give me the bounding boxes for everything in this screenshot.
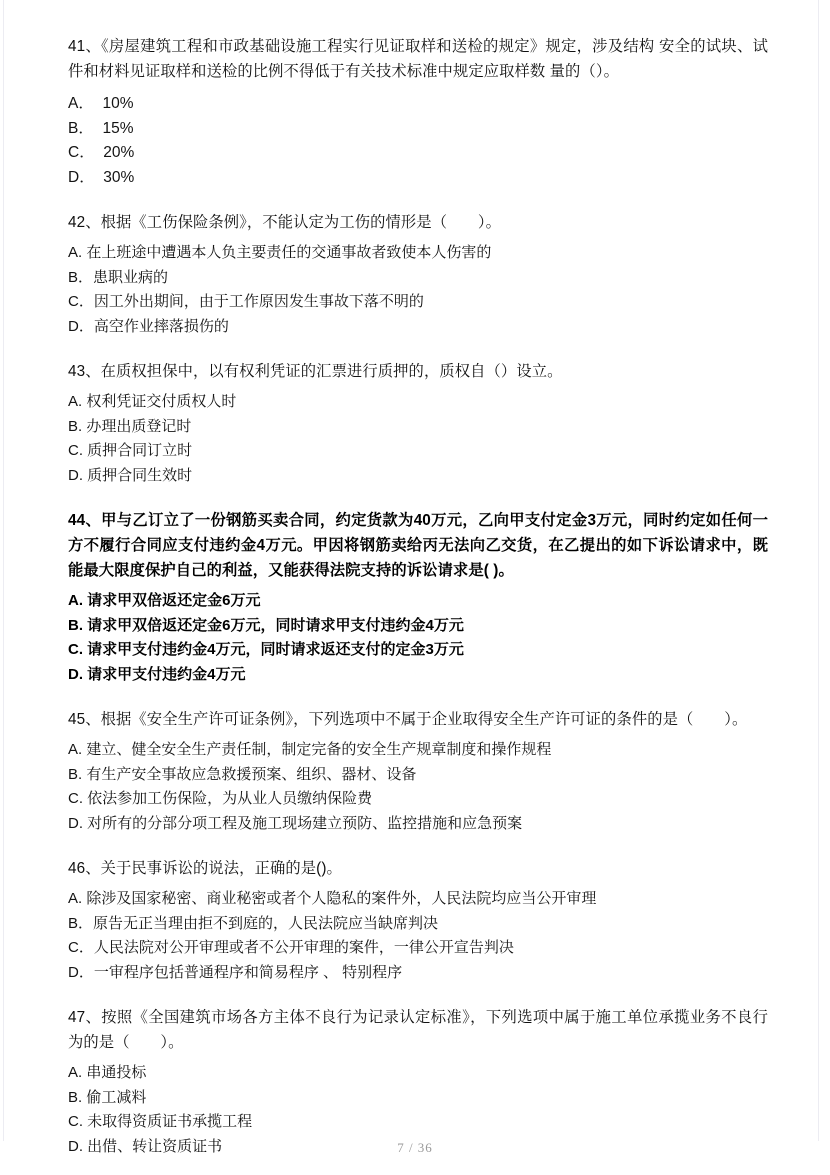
option-list-46 bbox=[68, 887, 768, 985]
question-block-47 bbox=[68, 1005, 768, 1159]
question-stem-41: 41、《房屋建筑工程和市政基础设施工程实行见证取样和送检的规定》规定，涉及结构 安全的试块、试件和材料见证取样和送检的比例不得低于有关技术标准中规定应取样数 量的（）。 bbox=[68, 38, 768, 80]
question-block-45 bbox=[68, 707, 768, 836]
option-item[interactable]: A. 在上班途中遭遇本人负主要责任的交通事故者致使本人伤害的 bbox=[68, 244, 492, 261]
option-item[interactable]: D．一审程序包括普通程序和简易程序 、 特别程序 bbox=[68, 963, 403, 981]
question-block-46 bbox=[68, 856, 768, 985]
question-stem-47: 47、按照《全国建筑市场各方主体不良行为记录认定标准》，下列选项中属于施工单位承揽业务不良行为的是（ ）。 bbox=[68, 1009, 768, 1051]
option-item[interactable]: C. 依法参加工伤保险，为从业人员缴纳保险费 bbox=[68, 790, 373, 807]
option-item[interactable]: D. 质押合同生效时 bbox=[68, 466, 193, 484]
option-item[interactable]: B. 偷工减料 bbox=[68, 1088, 147, 1106]
option-item[interactable]: C. 质押合同订立时 bbox=[68, 442, 193, 459]
option-list-41 bbox=[68, 92, 768, 190]
option-item[interactable]: A． 10% bbox=[68, 95, 134, 112]
option-item[interactable]: D. 请求甲支付违约金4万元 bbox=[68, 665, 246, 683]
question-block-44 bbox=[68, 508, 768, 687]
option-item[interactable]: A. 权利凭证交付质权人时 bbox=[68, 393, 237, 410]
question-stem-46: 46、关于民事诉讼的说法，正确的是()。 bbox=[68, 860, 342, 877]
option-item[interactable]: C．人民法院对公开审理或者不公开审理的案件，一律公开宣告判决 bbox=[68, 939, 514, 956]
option-item[interactable]: B． 15% bbox=[68, 119, 134, 137]
option-list-45 bbox=[68, 738, 768, 836]
option-item[interactable]: D. 出借、转让资质证书 bbox=[68, 1137, 223, 1155]
question-stem-44: 44、甲与乙订立了一份钢筋买卖合同，约定货款为40万元，乙向甲支付定金3万元，同时约定如任何一方不履行合同应支付违约金4万元。甲因将钢筋卖给丙无法向乙交货，在乙提出的如下诉讼请求中，既能最大限度保护自己的利益，又能获得法院支持的诉讼请求是( )。 bbox=[68, 512, 768, 579]
option-item[interactable]: A. 建立、健全安全生产责任制，制定完备的安全生产规章制度和操作规程 bbox=[68, 741, 552, 758]
option-item[interactable]: C．因工外出期间，由于工作原因发生事故下落不明的 bbox=[68, 293, 424, 310]
option-item[interactable]: D. 对所有的分部分项工程及施工现场建立预防、监控措施和应急预案 bbox=[68, 814, 523, 832]
option-item[interactable]: C． 20% bbox=[68, 144, 135, 161]
option-item[interactable]: B．原告无正当理由拒不到庭的，人民法院应当缺席判决 bbox=[68, 914, 439, 932]
option-item[interactable]: A. 除涉及国家秘密、商业秘密或者个人隐私的案件外，人民法院均应当公开审理 bbox=[68, 890, 597, 907]
option-list-43 bbox=[68, 390, 768, 488]
option-list-42 bbox=[68, 241, 768, 339]
option-item[interactable]: B. 有生产安全事故应急救援预案、组织、器材、设备 bbox=[68, 765, 417, 783]
option-item[interactable]: C. 请求甲支付违约金4万元，同时请求返还支付的定金3万元 bbox=[68, 641, 464, 658]
question-stem-43: 43、在质权担保中，以有权利凭证的汇票进行质押的，质权自（）设立。 bbox=[68, 363, 563, 380]
option-list-44 bbox=[68, 589, 768, 687]
question-block-43 bbox=[68, 359, 768, 488]
page-edge-right bbox=[818, 0, 819, 1141]
questions-container bbox=[68, 34, 768, 1159]
question-stem-42: 42、根据《工伤保险条例》，不能认定为工伤的情形是（ ）。 bbox=[68, 214, 502, 231]
option-item[interactable]: B．患职业病的 bbox=[68, 268, 169, 286]
question-stem-45: 45、根据《安全生产许可证条例》，下列选项中不属于企业取得安全生产许可证的条件的是（ ）。 bbox=[68, 711, 748, 728]
page-edge-left bbox=[3, 0, 4, 1141]
option-item[interactable]: C. 未取得资质证书承揽工程 bbox=[68, 1113, 253, 1130]
option-item[interactable]: D． 30% bbox=[68, 168, 135, 186]
option-item[interactable]: D．高空作业摔落损伤的 bbox=[68, 317, 229, 335]
option-item[interactable]: B. 办理出质登记时 bbox=[68, 417, 192, 435]
question-block-42 bbox=[68, 210, 768, 339]
option-item[interactable]: A. 串通投标 bbox=[68, 1064, 147, 1081]
option-item[interactable]: B. 请求甲双倍返还定金6万元，同时请求甲支付违约金4万元 bbox=[68, 616, 464, 634]
option-item[interactable]: A. 请求甲双倍返还定金6万元 bbox=[68, 592, 261, 609]
page-footer: 7 / 36 bbox=[397, 1140, 433, 1155]
question-block-41 bbox=[68, 34, 768, 190]
